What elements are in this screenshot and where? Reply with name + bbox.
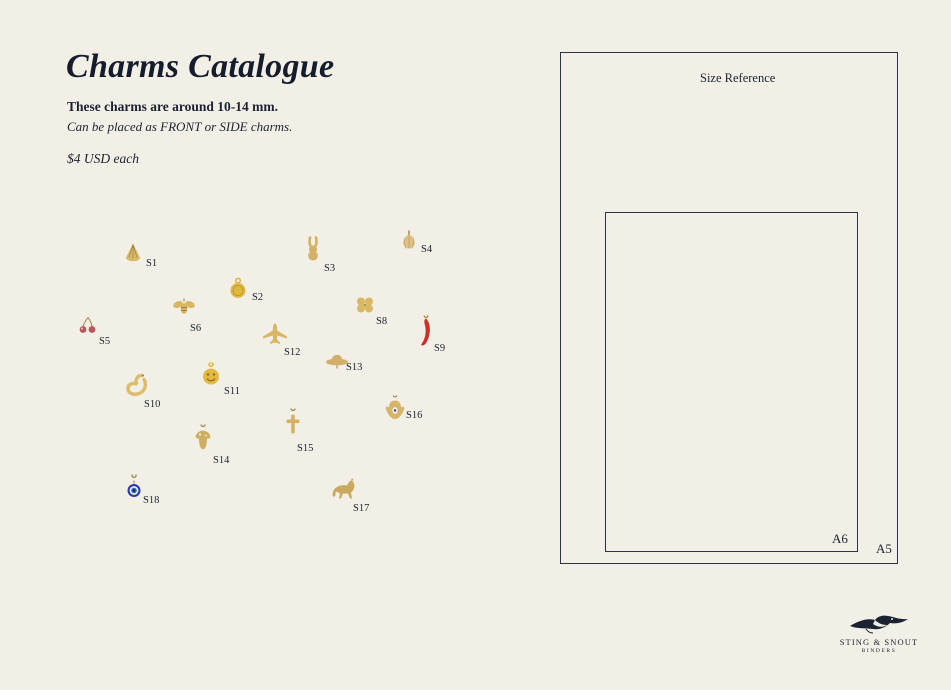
placement-front: FRONT <box>160 119 202 134</box>
charm-code-label: S1 <box>146 258 158 269</box>
charm-code-label: S15 <box>297 443 314 454</box>
charm-code-label: S9 <box>434 343 446 354</box>
size-reference-a6-label: A6 <box>832 531 848 546</box>
charm-placement-note <box>67 119 292 135</box>
placement-side: SIDE <box>219 119 248 134</box>
mushroom-charm <box>193 425 213 458</box>
charm-code-label: S17 <box>353 503 370 514</box>
hamsa-hand-charm <box>384 396 406 429</box>
bird-icon <box>848 614 910 634</box>
brand-name: STING & SNOUT <box>839 637 919 647</box>
charm-code-label: S10 <box>144 399 161 410</box>
charm-code-label: S16 <box>406 410 423 421</box>
rabbit-charm <box>304 235 322 268</box>
placement-mid: or <box>201 119 220 134</box>
charm-code-label: S13 <box>346 362 363 373</box>
charm-code-label: S14 <box>213 455 230 466</box>
cherry-charm <box>78 316 98 341</box>
size-reference-inner-frame <box>605 212 858 552</box>
brand-subtitle: BINDERS <box>861 648 897 654</box>
conch-shell-charm <box>122 242 144 271</box>
coin-medallion-charm <box>228 278 248 305</box>
charm-code-label: S4 <box>421 244 433 255</box>
charm-code-label: S6 <box>190 323 202 334</box>
charm-code-label: S12 <box>284 347 301 358</box>
charm-code-label: S8 <box>376 316 388 327</box>
charm-code-label: S11 <box>224 386 240 397</box>
charm-size-note: These charms are around 10-14 mm. <box>67 99 278 114</box>
cross-charm <box>285 409 301 442</box>
bee-charm <box>172 297 196 322</box>
garlic-charm <box>399 228 419 257</box>
charm-code-label: S3 <box>324 263 336 274</box>
page-title: Charms Catalogue <box>66 48 335 85</box>
smiley-face-charm <box>200 363 222 392</box>
clover-charm <box>354 295 376 322</box>
placement-suffix: charms. <box>247 119 293 134</box>
charm-code-label: S2 <box>252 292 264 303</box>
placement-prefix: Can be placed as <box>67 119 161 134</box>
brand-logo <box>836 614 922 654</box>
size-reference-title: Size Reference <box>700 71 776 85</box>
charm-code-label: S5 <box>99 336 111 347</box>
price-note: $4 USD each <box>67 151 139 166</box>
charm-code-label: S18 <box>143 495 160 506</box>
red-horn-charm <box>415 316 435 355</box>
swan-charm <box>124 372 150 403</box>
size-reference-a5-label: A5 <box>876 541 892 556</box>
evil-eye-charm <box>125 475 143 506</box>
